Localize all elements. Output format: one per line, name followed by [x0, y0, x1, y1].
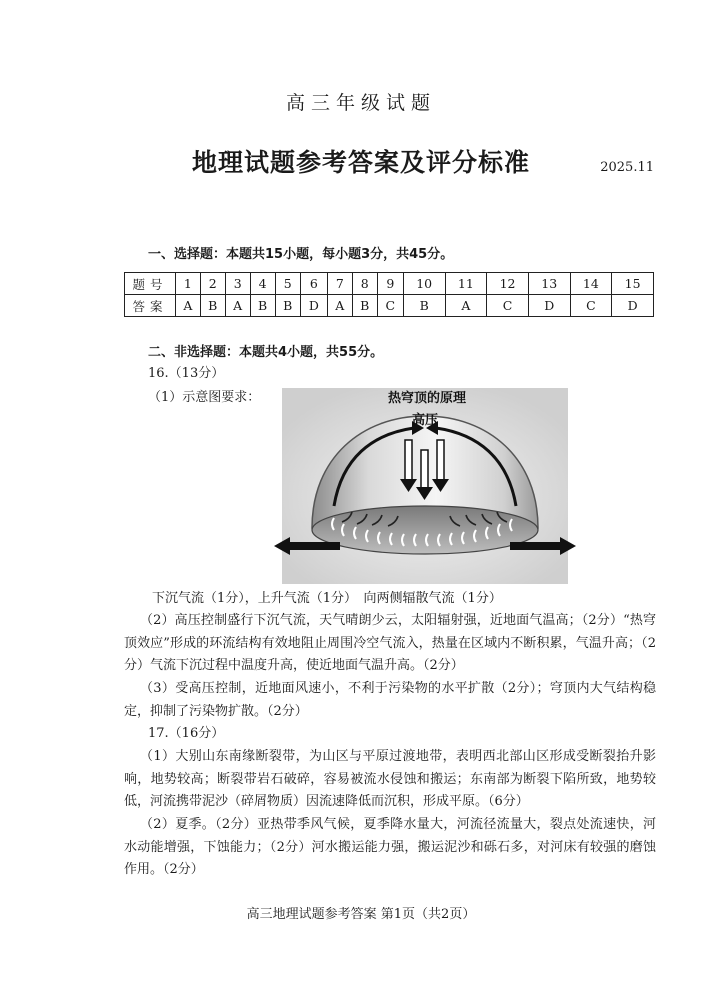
answer-row-label: 答案	[125, 295, 176, 317]
q17-label: 17.（16分）	[148, 726, 225, 741]
answer-cell: C	[377, 295, 403, 317]
page-title: 地理试题参考答案及评分标准	[191, 148, 530, 177]
section2-heading: 二、非选择题：本题共4小题，共55分。	[148, 345, 384, 360]
question-number: 10	[403, 273, 445, 295]
answer-cell: B	[200, 295, 225, 317]
section1-heading: 一、选择题：本题共15小题，每小题3分，共45分。	[148, 247, 454, 262]
question-number: 3	[225, 273, 250, 295]
q16-part1-answer: 下沉气流（1分），上升气流（1分） 向两侧辐散气流（1分）	[152, 591, 502, 606]
answer-cell: A	[176, 295, 201, 317]
question-number: 4	[250, 273, 275, 295]
question-number: 8	[352, 273, 377, 295]
q16-part1-label: （1）示意图要求：	[148, 390, 261, 405]
question-number: 2	[200, 273, 225, 295]
answer-table	[124, 272, 654, 317]
question-number: 6	[300, 273, 327, 295]
q17-part1: （1）大别山东南缘断裂带，为山区与平原过渡地带，表明西北部山区形成受断裂抬升影响，地势较高；断裂带岩石破碎，容易被流水侵蚀和搬运；东南部为断裂下陷所致，地势较低，河流携带泥沙（碎屑物质）因流速降低而沉积，形成平原。（6分）	[124, 749, 656, 809]
dome-base	[312, 506, 538, 554]
answer-cell: D	[300, 295, 327, 317]
question-number: 5	[275, 273, 300, 295]
answer-cell: A	[225, 295, 250, 317]
question-number: 1	[176, 273, 201, 295]
diagram-title: 热穹顶的原理	[387, 391, 467, 406]
q16-part2: （2）高压控制盛行下沉气流，天气晴朗少云，太阳辐射强，近地面气温高；（2分）“热穹顶效应”形成的环流结构有效地阻止周围冷空气流入，热量在区域内不断积累，气温升高；（2分）气流下沉过程中温度升高，使近地面气温升高。（2分）	[124, 613, 656, 673]
q17-part2: （2）夏季。（2分）亚热带季风气候，夏季降水量大，河流径流量大，裂点处流速快，河水动能增强，下蚀能力；（2分）河水搬运能力强，搬运泥沙和砾石多，对河床有较强的磨蚀作用。（2分）	[124, 817, 656, 877]
question-number: 14	[570, 273, 612, 295]
number-row	[125, 273, 654, 295]
answer-cell: D	[612, 295, 654, 317]
heat-dome-diagram	[272, 388, 578, 584]
question-number: 13	[528, 273, 570, 295]
q16-part3: （3）受高压控制，近地面风速小，不利于污染物的水平扩散（2分）；穹顶内大气结构稳定，抑制了污染物扩散。（2分）	[124, 681, 656, 719]
answer-cell: C	[487, 295, 529, 317]
answer-cell: C	[570, 295, 612, 317]
answer-cell: A	[327, 295, 352, 317]
question-number: 7	[327, 273, 352, 295]
page-footer: 高三地理试题参考答案 第1页（共2页）	[246, 907, 476, 922]
answer-cell: B	[403, 295, 445, 317]
answer-row	[125, 295, 654, 317]
question-number: 12	[487, 273, 529, 295]
question-number: 9	[377, 273, 403, 295]
answer-cell: B	[250, 295, 275, 317]
number-row-label: 题号	[125, 273, 176, 295]
question-number: 11	[445, 273, 487, 295]
q16-label: 16.（13分）	[148, 366, 225, 381]
exam-date: 2025.11	[600, 160, 654, 175]
answer-cell: D	[528, 295, 570, 317]
question-number: 15	[612, 273, 654, 295]
diagram-pressure-label: 高压	[411, 413, 439, 428]
answer-cell: A	[445, 295, 487, 317]
answer-cell: B	[275, 295, 300, 317]
answer-cell: B	[352, 295, 377, 317]
exam-grade-line: 高三年级试题	[285, 92, 436, 114]
